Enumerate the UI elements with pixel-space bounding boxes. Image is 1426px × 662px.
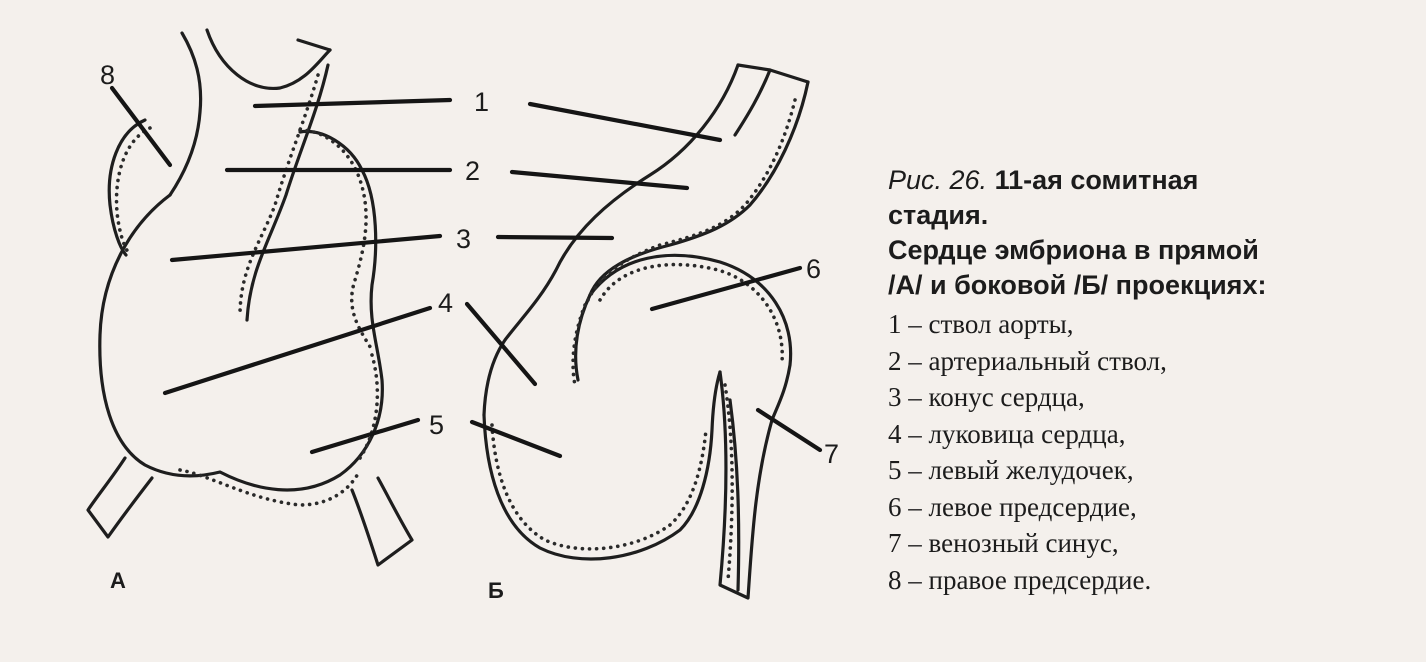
- legend-item: 1 – ствол аорты,: [888, 309, 1074, 339]
- figure-caption: [888, 163, 1408, 598]
- caption-title-line-4: /А/ и боковой /Б/ проекциях:: [888, 270, 1267, 300]
- legend-item: 3 – конус сердца,: [888, 382, 1085, 412]
- panel-b-dots-3: [573, 305, 585, 385]
- leader-a-8: [112, 88, 170, 165]
- panel-a-dots-2: [240, 75, 318, 315]
- panel-a-label: А: [110, 568, 126, 593]
- legend-item: 7 – венозный синус,: [888, 528, 1119, 558]
- label-5: 5: [429, 410, 445, 440]
- legend-item: 6 – левое предсердие,: [888, 491, 1137, 522]
- legend-item: 2 – артериальный ствол,: [888, 345, 1167, 376]
- label-8: 8: [100, 60, 116, 90]
- panel-a-right-vessel: [352, 478, 412, 565]
- leader-b-1: [530, 104, 720, 140]
- caption-title-line-2: стадия.: [888, 200, 989, 230]
- panel-a-trunk-notch: [207, 30, 330, 88]
- leader-b-2: [512, 172, 687, 188]
- panel-b-drawing: [484, 65, 808, 598]
- legend-item: 5 – левый желудочек,: [888, 455, 1134, 485]
- caption-title-line-3: Сердце эмбриона в прямой: [888, 235, 1259, 265]
- label-1: 1: [474, 87, 490, 117]
- label-6: 6: [806, 254, 822, 284]
- legend-item: 8 – правое предсердие.: [888, 564, 1152, 595]
- panel-a-right-atrium: [109, 120, 145, 255]
- panel-b-tube-right-edge: [576, 82, 808, 380]
- panel-a-trunk-left-arm: [170, 33, 201, 195]
- caption-title-part1: 11-ая сомитная: [994, 165, 1199, 195]
- label-2: 2: [465, 156, 481, 186]
- label-3: 3: [456, 224, 472, 254]
- legend-list: [888, 306, 1408, 598]
- panel-a-drawing: [88, 30, 412, 565]
- panel-b-ventricle: [484, 372, 720, 559]
- panel-a-dots-3: [300, 130, 372, 350]
- figure-reference: Рис. 26.: [888, 165, 988, 195]
- panel-a-trunk-right-arm: [298, 40, 330, 50]
- leader-b-6: [652, 268, 800, 309]
- leader-a-3: [172, 236, 440, 260]
- panel-a-left-vessel: [88, 458, 152, 537]
- panel-b-tube-divider: [735, 70, 770, 135]
- label-7: 7: [824, 439, 840, 469]
- panel-b-tube-top: [738, 65, 808, 82]
- leader-a-4: [165, 308, 430, 393]
- leader-b-3: [498, 237, 612, 238]
- legend-item: 4 – луковица сердца,: [888, 418, 1126, 449]
- caption-title-line-1: [888, 163, 1408, 198]
- label-4: 4: [438, 288, 454, 318]
- panel-b-label: Б: [488, 578, 504, 603]
- leader-a-1: [255, 100, 450, 106]
